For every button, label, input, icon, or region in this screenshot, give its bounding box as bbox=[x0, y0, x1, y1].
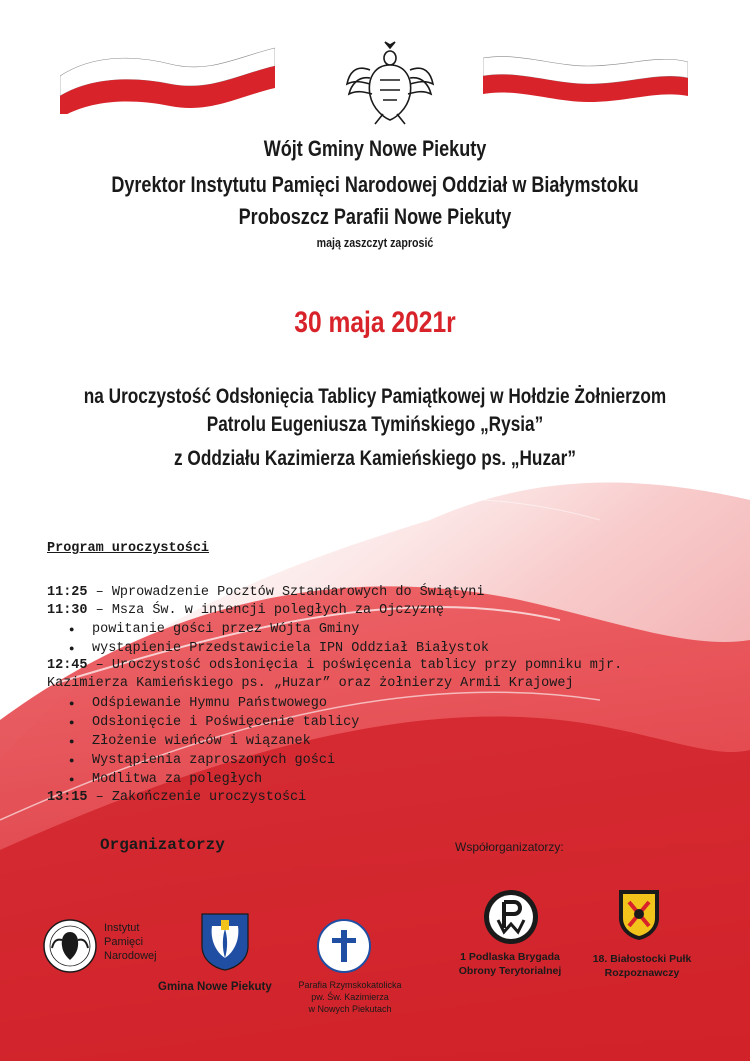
ipn-logo-icon bbox=[42, 918, 98, 974]
program-bullet: ● Modlitwa za poległych bbox=[70, 770, 262, 790]
regiment-badge-icon bbox=[617, 888, 661, 942]
header-block bbox=[0, 136, 750, 252]
program-item: 13:15 – Zakończenie uroczystości bbox=[47, 790, 307, 805]
regiment-label: 18. Białostocki Pułk Rozpoznawczy bbox=[592, 953, 692, 979]
header-line-4: mają zaszczyt zaprosić bbox=[316, 235, 434, 250]
anchor-w-icon bbox=[482, 888, 540, 946]
program-bullet: ● Złożenie wieńców i wiązanek bbox=[70, 732, 311, 752]
header-line-1: Wójt Gminy Nowe Piekuty bbox=[263, 136, 487, 161]
co-organizers-title: Współorganizatorzy: bbox=[455, 840, 564, 854]
brigade-label: 1 Podlaska Brygada Obrony Terytorialnej bbox=[458, 951, 562, 977]
event-line-1: na Uroczystość Odsłonięcia Tablicy Pamiątkowej w Hołdzie Żołnierzom bbox=[83, 385, 667, 408]
event-line-2: Patrolu Eugeniusza Tymińskiego „Rysia” bbox=[206, 413, 544, 436]
cross-icon bbox=[316, 918, 372, 974]
polish-eagle-icon bbox=[345, 40, 435, 125]
program-item: 11:30 – Msza Św. w intencji poległych za Ojczyznę bbox=[47, 603, 444, 618]
program-bullet: ● Odśpiewanie Hymnu Państwowego bbox=[70, 694, 327, 714]
program-item: 12:45 – Uroczystość odsłonięcia i poświęcenia tablicy przy pomniku mjr. bbox=[47, 658, 623, 673]
gmina-label: Gmina Nowe Piekuty bbox=[158, 981, 272, 993]
flag-ribbon-icon bbox=[483, 44, 688, 114]
organizers-title: Organizatorzy bbox=[100, 836, 225, 854]
program-bullet: ● wystąpienie Przedstawiciela IPN Oddział Białystok bbox=[70, 639, 489, 659]
parafia-label: Parafia Rzymskokatolicka pw. Św. Kazimierza w Nowych Piekutach bbox=[298, 980, 402, 1014]
event-title bbox=[0, 384, 750, 472]
header-line-2: Dyrektor Instytutu Pamięci Narodowej Oddział w Białymstoku bbox=[111, 172, 639, 197]
program-title: Program uroczystości bbox=[47, 541, 210, 556]
program-bullet: ● Wystąpienia zaproszonych gości bbox=[70, 751, 335, 771]
flag-ribbon-icon bbox=[60, 44, 275, 114]
program-item: Kazimierza Kamieńskiego ps. „Huzar” oraz żołnierzy Armii Krajowej bbox=[47, 676, 574, 691]
ipn-label: Instytut Pamięci Narodowej bbox=[104, 922, 157, 962]
event-date: 30 maja 2021r bbox=[294, 306, 456, 339]
event-line-3: z Oddziału Kazimierza Kamieńskiego ps. „Huzar” bbox=[174, 447, 576, 470]
gmina-coat-of-arms-icon bbox=[200, 912, 250, 972]
header-line-3: Proboszcz Parafii Nowe Piekuty bbox=[238, 204, 512, 229]
program-bullet: ● powitanie gości przez Wójta Gminy bbox=[70, 620, 359, 640]
program-item: 11:25 – Wprowadzenie Pocztów Sztandarowych do Świątyni bbox=[47, 585, 485, 600]
program-bullet: ● Odsłonięcie i Poświęcenie tablicy bbox=[70, 713, 359, 733]
